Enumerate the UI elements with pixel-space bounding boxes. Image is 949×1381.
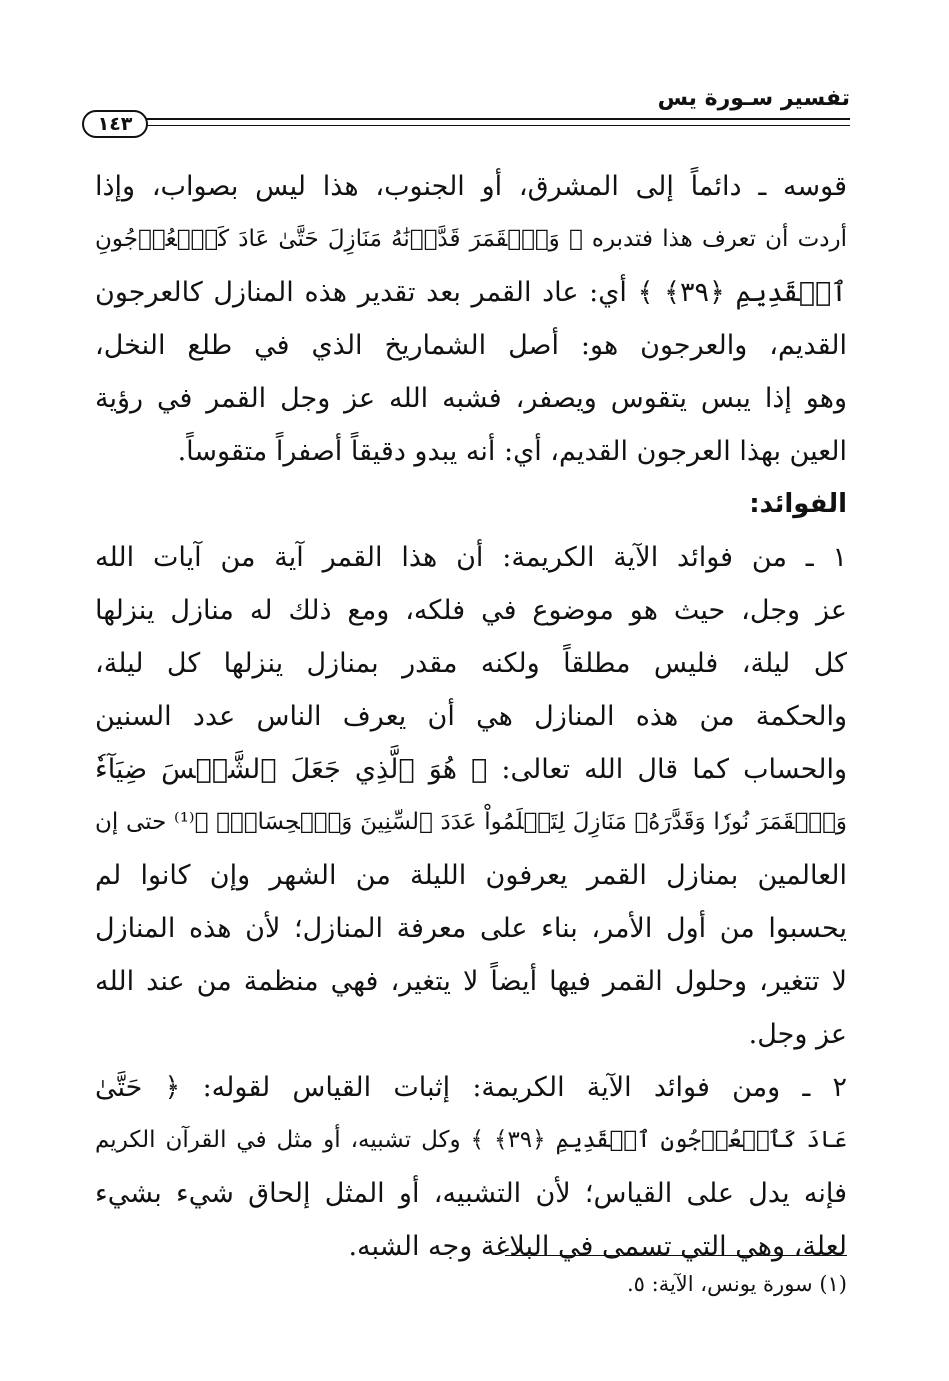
header-rule-thin [142, 125, 850, 126]
footnote: (١) سورة يونس، الآية: ٥. [626, 1272, 847, 1296]
text-line: كل ليلة، فليس مطلقاً ولكنه مقدر بمنازل ينزلها كل ليلة، [95, 648, 847, 679]
text-line: والحساب كما قال الله تعالى: ﴿ هُوَ ٱلَّذِي جَعَلَ ٱلشَّمۡسَ ضِيَآءٗ [95, 754, 847, 785]
text-line: عز وجل، حيث هو موضوع في فلكه، ومع ذلك له منازل ينزلها [95, 595, 847, 626]
text-line: أردت أن تعرف هذا فتدبره ﴿ وَٱلۡقَمَرَ قَدَّرۡنَٰهُ مَنَازِلَ حَتَّىٰ عَادَ كَٱلۡعُرۡجُونِ [95, 226, 847, 252]
text-line: ٱلۡقَدِيمِ ﴿٣٩﴾ ﴾ أي: عاد القمر بعد تقدير هذه المنازل كالعرجون [95, 277, 847, 308]
text-line: وهو إذا يبس يتقوس ويصفر، فشبه الله عز وجل القمر في رؤية [95, 383, 847, 414]
text-line: ١ ـ من فوائد الآية الكريمة: أن هذا القمر آية من آيات الله [95, 542, 847, 573]
text-line: فإنه يدل على القياس؛ لأن التشبيه، أو المثل إلحاق شيء بشيء [95, 1178, 847, 1209]
text-line: ٢ ـ ومن فوائد الآية الكريمة: إثبات القياس لقوله: ﴿ حَتَّىٰ [95, 1072, 847, 1103]
text-line: العالمين بمنازل القمر يعرفون الليلة من الشهر وإن كانوا لم [95, 860, 847, 891]
text-line: عز وجل. [748, 1019, 847, 1050]
main-text [95, 160, 847, 1273]
text-line: القديم، والعرجون هو: أصل الشماريخ الذي في طلع النخل، [95, 330, 847, 361]
header-rule [142, 118, 850, 120]
text-line: وَٱلۡقَمَرَ نُورٗا وَقَدَّرَهُۥ مَنَازِلَ لِتَعۡلَمُواْ عَدَدَ ٱلسِّنِينَ وَٱلۡحِسَابَۚ ﴾⁽¹⁾ حتى إن [95, 809, 847, 835]
text-line: يحسبوا من أول الأمر، بناء على معرفة المنازل؛ لأن هذه المنازل [95, 913, 847, 944]
footnote-separator [505, 1255, 847, 1256]
text-line: والحكمة من هذه المنازل هي أن يعرف الناس عدد السنين [95, 701, 847, 732]
text-line: العين بهذا العرجون القديم، أي: أنه يبدو دقيقاً أصفراً متقوساً. [177, 436, 847, 467]
running-title: تفسير سـورة يس [657, 86, 850, 111]
text-line: لا تتغير، وحلول القمر فيها أيضاً لا يتغير، فهي منظمة من عند الله [95, 966, 847, 997]
page-number: ١٤٣ [82, 110, 148, 138]
text-line: لعلة، وهي التي تسمى في البلاغة وجه الشبه. [348, 1231, 847, 1262]
text-line: عَادَ كَٱلۡعُرۡجُونِ ٱلۡقَدِيمِ ﴿٣٩﴾ ﴾ وكل تشبيه، أو مثل في القرآن الكريم [95, 1127, 847, 1153]
text-line: قوسه ـ دائماً إلى المشرق، أو الجنوب، هذا ليس بصواب، وإذا [95, 171, 847, 202]
section-heading: الفوائد: [749, 489, 847, 519]
page-header [82, 86, 850, 150]
